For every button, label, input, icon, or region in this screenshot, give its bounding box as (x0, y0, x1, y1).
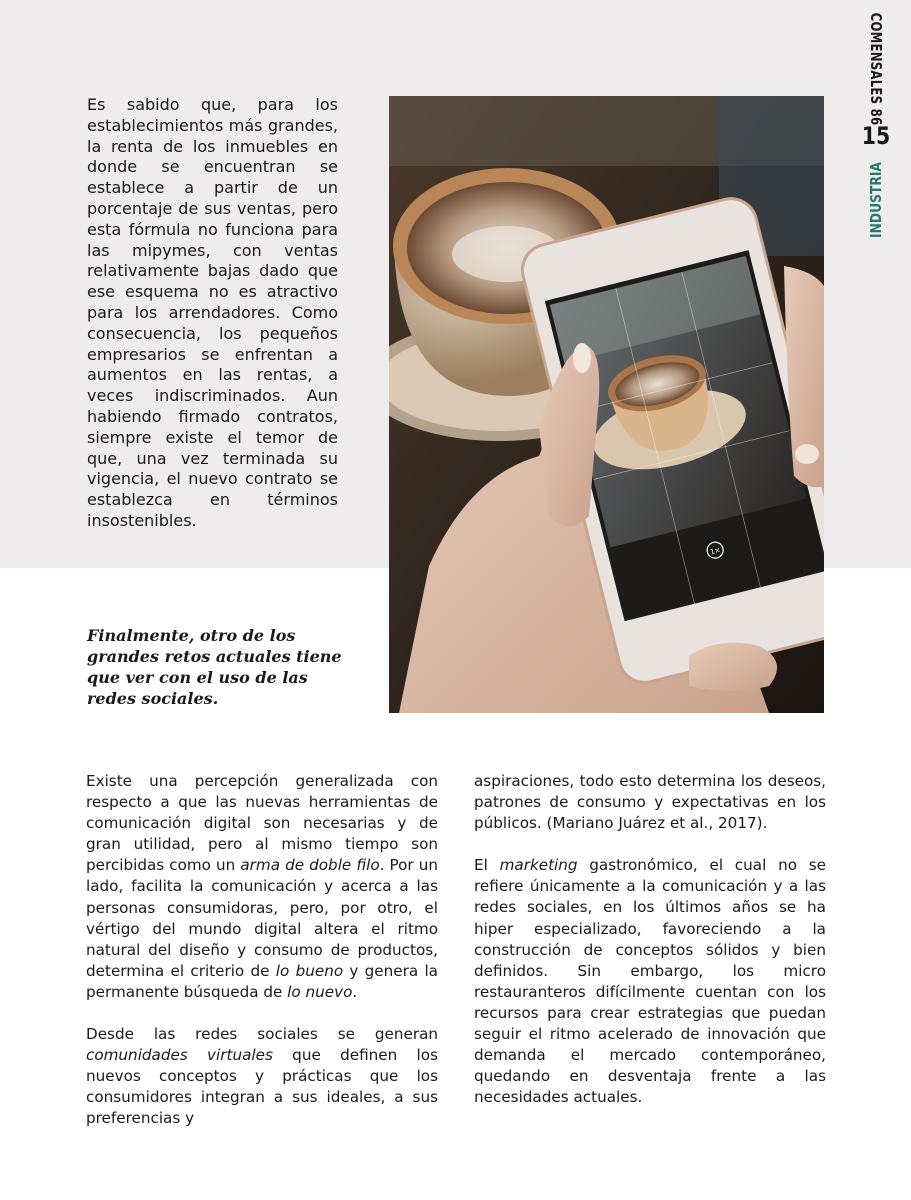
text-run: El (474, 856, 500, 875)
magazine-title-text: COMENSALES 86 (867, 12, 885, 126)
text-run: y genera la permanente búsqueda de (86, 961, 438, 1001)
camera-zoom-badge: 1× (709, 546, 722, 557)
section-label (856, 162, 896, 238)
section-label-text: INDUSTRIA (867, 162, 885, 238)
italic-run: arma de doble filo (240, 856, 380, 875)
page-number: 15 (861, 122, 891, 150)
italic-run: comunidades virtuales (86, 1046, 273, 1065)
italic-run: lo nuevo (287, 982, 353, 1001)
pull-quote: Finalmente, otro de los grandes retos actuales tiene que ver con el uso de las redes sociales. (87, 626, 342, 708)
text-run: Existe una percepción generalizada con respecto a que las nuevas herramientas de comunicación digital son necesarias y de gran utilidad, pero al mismo tiempo son percibidas como un (86, 772, 438, 875)
text-run: gastronómico, el cual no se refiere únicamente a la comunicación y a las redes sociales, en los últimos años se ha hiper especializado, favoreciendo a la construcción de conceptos sólidos y bien definidos. Sin embargo, los micro restauranteros difícilmente cuentan con los recursos para crear estrategias que puedan seguir el ritmo acelerado de innovación que demanda el mercado contemporáneo, quedando en desventaja frente a las necesidades actuales. (474, 856, 827, 1107)
paragraph (86, 771, 438, 1003)
paragraph (86, 1024, 438, 1129)
intro-paragraph: Es sabido que, para los establecimientos más grandes, la renta de los inmuebles en donde se encuentran se establece a partir de un porcentaje de sus ventas, pero esta fórmula no funciona para las mipymes, con ventas relativamente bajas dado que ese esquema no es atractivo para los arrendadores. Como consecuencia, los pequeños empresarios se enfrentan a aumentos en las rentas, a veces indiscriminados. Aun habiendo firmado contratos, siempre existe el temor de que, una vez terminada su vigencia, el nuevo contrato se establezca en términos insostenibles. (87, 95, 338, 530)
body-column-right (474, 771, 826, 1129)
running-header (856, 12, 896, 240)
italic-run: marketing (499, 856, 578, 875)
body-column-left (86, 771, 438, 1151)
paragraph: aspiraciones, todo esto determina los deseos, patrones de consumo y expectativas en los públicos. (Mariano Juárez et al., 2017). (474, 772, 826, 833)
text-run: . (352, 982, 358, 1001)
text-run: . Por un lado, facilita la comunicación y acerca a las personas consumidoras, pero, por otro, el vértigo del mundo digital altera el ritmo natural del diseño y consumo de productos, determina el criterio de (86, 856, 438, 980)
paragraph (474, 855, 826, 1108)
photo-illustration (389, 96, 824, 713)
magazine-title (856, 12, 896, 126)
italic-run: lo bueno (275, 961, 344, 980)
text-run: Desde las redes sociales se generan (86, 1025, 438, 1044)
article-photo (389, 96, 824, 713)
text-run: que definen los nuevos conceptos y prácticas que los consumidores integran a sus ideales, a sus preferencias y (86, 1046, 438, 1128)
